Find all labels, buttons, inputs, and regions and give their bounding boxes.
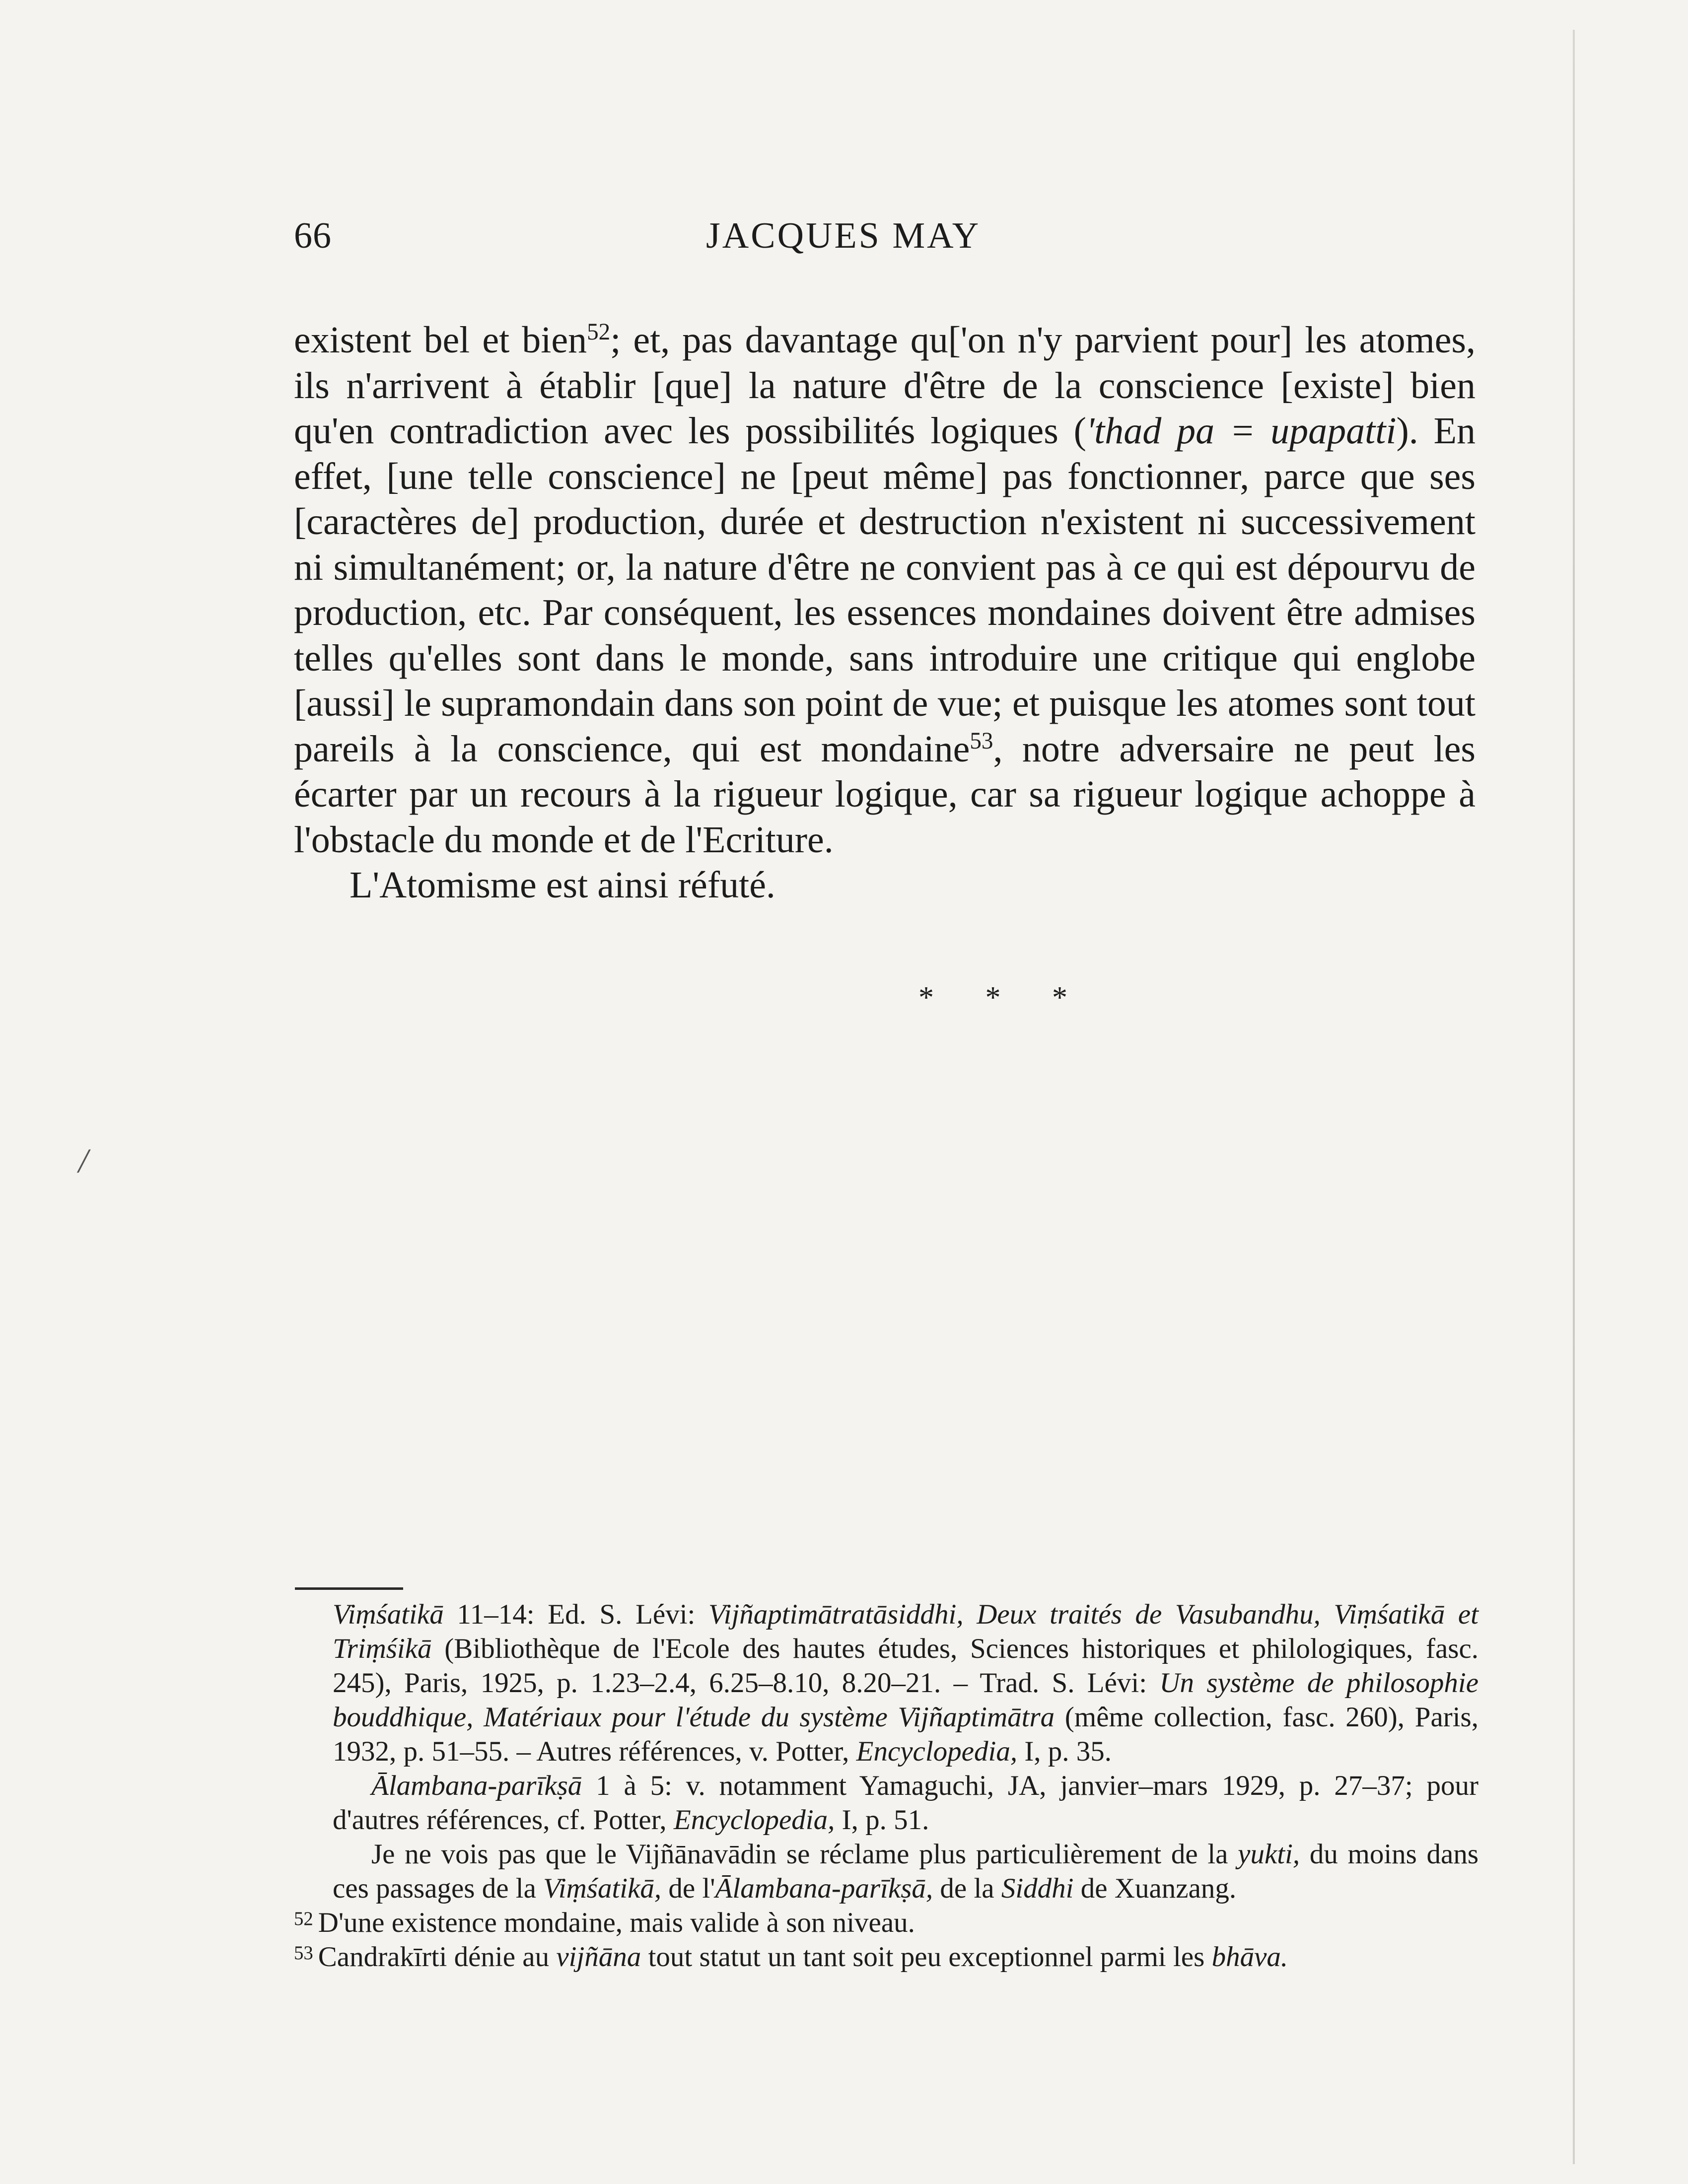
page-number: 66 — [294, 215, 332, 256]
main-text — [294, 318, 1476, 908]
italic-run: Vijñaptimātratāsiddhi, Deux traités de Vasubandhu, Viṃśatikā et Triṃśikā — [333, 1599, 1478, 1664]
italic-run: yukti, — [1238, 1839, 1300, 1870]
italic-run: bhāva. — [1211, 1941, 1288, 1973]
footnote-52 — [294, 1906, 1478, 1940]
text-run: Je ne vois pas que le Vijñānavādin se réclame plus particulièrement de la — [371, 1839, 1238, 1870]
footnotes — [294, 1597, 1478, 1974]
italic-run: Encyclopedia, — [673, 1804, 835, 1836]
italic-run: Ālambana-parīkṣā, — [715, 1873, 933, 1904]
text-run: de Xuanzang. — [1073, 1873, 1237, 1904]
paragraph-1 — [294, 318, 1476, 863]
text-run: ). En effet, [une telle conscience] ne [peut même] pas fonctionner, parce que ses [caractères de] production, durée et destruction n'existent ni successivement ni simultanément; or, la nature d'être ne convient pas à ce qui est dépourvu de production, etc. Par conséquent, les essences mondaines doivent être admises telles qu'elles sont dans le monde, sans introduire une critique qui englobe [aussi] le supramondain dans son point de vue; et puisque les atomes sont tout pareils à la conscience, qui est mondaine — [294, 410, 1476, 770]
italic-run: Viṃśatikā, — [543, 1873, 662, 1904]
italic-run: 'thad pa = upapatti — [1086, 410, 1397, 452]
text-run: (même collection, fasc. 260), Paris, 1932, p. 51–55. – Autres références, v. Potter, — [333, 1702, 1478, 1767]
text-run: (Bibliothèque de l'Ecole des hautes études, Sciences historiques et philologiques, fasc. 245), Paris, 1925, p. 1.23–2.4, 6.25–8.10, 8.20–21. – Trad. S. Lévi: — [333, 1633, 1478, 1699]
footnote-ref-53[interactable]: 53 — [970, 728, 993, 754]
running-head — [294, 208, 1476, 263]
footnote-ref-52[interactable]: 52 — [587, 319, 611, 345]
scan-edge — [1573, 30, 1575, 2164]
text-run: I, p. 51. — [835, 1804, 929, 1836]
text-run: , notre adversaire ne peut les écarter par un recours à la rigueur logique, car sa rigueur logique achoppe à l'obstacle du monde et de l'Ecriture. — [294, 728, 1476, 861]
text-run: ; et, pas davantage qu['on n'y parvient pour] les atomes, ils n'arrivent à établir [que] la nature d'être de la conscience [existe] bien qu'en contradiction avec les possibilités logiques ( — [294, 319, 1476, 452]
footnote-53 — [294, 1940, 1478, 1974]
text-run: de l' — [661, 1873, 715, 1904]
footnote-remark-yukti — [294, 1837, 1478, 1906]
italic-run: Viṃśatikā — [333, 1599, 444, 1630]
text-run: D'une existence mondaine, mais valide à son niveau. — [318, 1907, 915, 1938]
footnote-references-vimsatika — [294, 1597, 1478, 1769]
stray-pencil-mark: / — [78, 1142, 88, 1180]
italic-run: Ālambana-parīkṣā — [371, 1770, 582, 1801]
text-run: I, p. 35. — [1017, 1736, 1112, 1767]
footnote-number: 53 — [294, 1942, 313, 1964]
italic-run: vijñāna — [556, 1941, 641, 1973]
text-run: de la — [933, 1873, 1001, 1904]
footnote-references-alambana — [294, 1769, 1478, 1837]
text-run: existent bel et bien — [294, 319, 587, 361]
running-title: JACQUES MAY — [706, 215, 981, 256]
text-run: du moins dans ces passages de la — [333, 1839, 1478, 1904]
footnote-rule — [295, 1587, 403, 1590]
text-run: Candrakīrti dénie au — [318, 1941, 557, 1973]
footnote-number: 52 — [294, 1908, 313, 1930]
text-run: tout statut un tant soit peu exceptionnel parmi les — [641, 1941, 1212, 1973]
italic-run: Siddhi — [1001, 1873, 1074, 1904]
section-separator: * * * — [918, 981, 1089, 1015]
text-run: 1 à 5: v. notamment Yamaguchi, JA, janvier–mars 1929, p. 27–37; pour d'autres références, cf. Potter, — [333, 1770, 1478, 1836]
paragraph-2: L'Atomisme est ainsi réfuté. — [350, 864, 775, 906]
text-run: 11–14: Ed. S. Lévi: — [443, 1599, 709, 1630]
italic-run: Encyclopedia, — [856, 1736, 1018, 1767]
italic-run: Un système de philosophie bouddhique, Matériaux pour l'étude du système Vijñaptimātra — [333, 1667, 1478, 1733]
